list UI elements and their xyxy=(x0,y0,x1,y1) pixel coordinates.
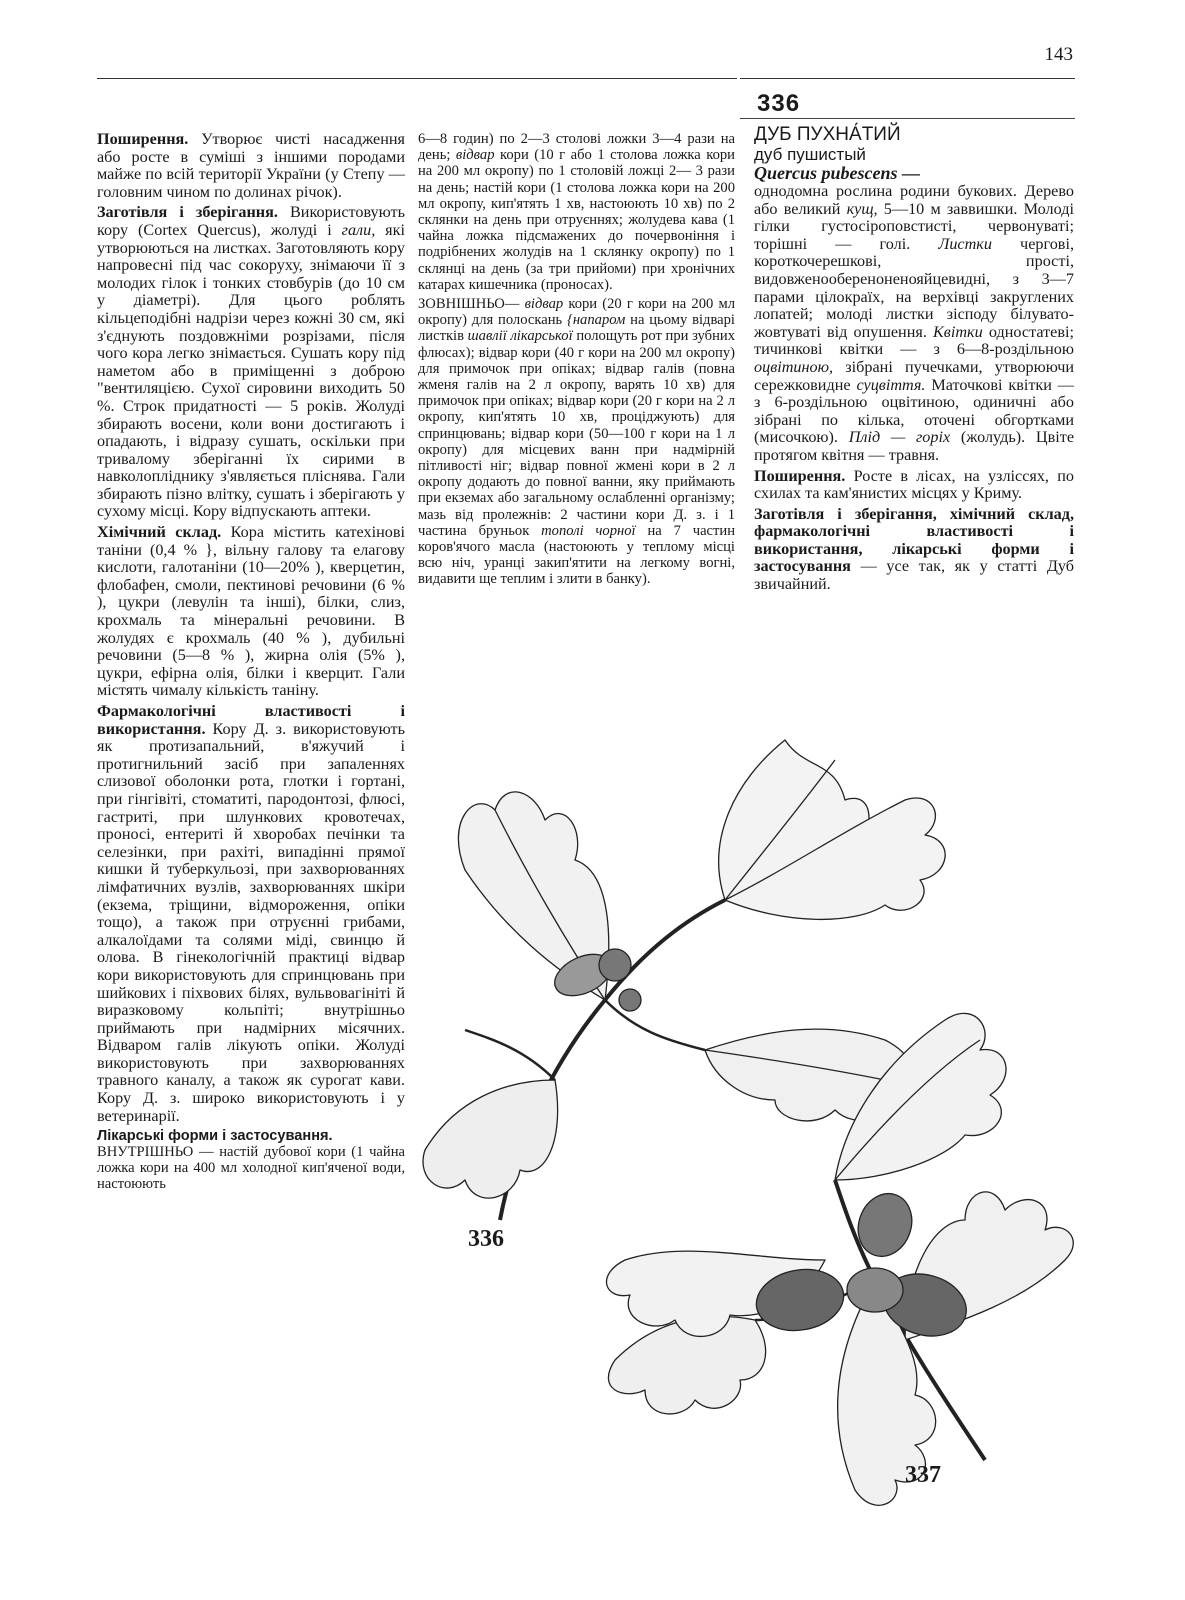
distribution-text: Утворює чисті насадження або росте в суміші з іншими породами майже по всій території України (у Степу — головним чином по долинах річок). xyxy=(97,130,405,201)
pharmacology-text: Кору Д. з. використовують як протизапальний, в'яжучий і протигнильний засіб при запаленнях слизової оболонки рота, глотки і гортані, при гінгівіті, стоматиті, пародонтозі, флюсі, гастриті, при шлункових кровотечах, проносі, ентериті й хворобах печінки та селезінки, при рахіті, випадінні прямої кишки й туберкульозі, при захворюваннях лімфатичних вузлів, захворюваннях шкіри (екзема, тріщини, відмороження, опіки тощо), а також при отруєнні грибами, алкалоїдами та солями міді, свинцю й олова. В гінекологічній практиці відвар кори використовують для спринцювань при шийкових і піхвових білях, вульвовагініті й виразковому кольпіті; внутрішньо приймають при надмірних місячних. Відваром галів лікують опіки. Жолуді використовують при захворюваннях травного каналу, а також як сурогат кави. Кору Д. з. широко використовують і у ветеринарії. xyxy=(97,719,405,1125)
italic-segment: Квітки xyxy=(933,322,983,341)
top-rule-left xyxy=(97,78,737,79)
column-left xyxy=(97,131,405,1195)
pharmacology-heading: Фармакологічні властивості і використання. xyxy=(97,702,405,738)
distribution-heading: Поширення. xyxy=(97,130,189,148)
description-paragraph xyxy=(754,183,1074,465)
text-segment: 6—8 годин) по 2—3 столові ложки 3—4 рази на день; xyxy=(418,131,735,164)
harvest-italic: гали, xyxy=(341,220,376,239)
text-segment: чергові, короткочерешкові, прості, видовженообереноненояйцевидні, з 3—7 парами цілокраїх, на верхівці закруглених лопатей; молоді листки зісподу білувато-жовтуваті від опушення. xyxy=(754,234,1074,341)
text-segment: зібрані пучечками, утворюючи сережковидне xyxy=(754,357,1074,394)
oak-branch-illustration xyxy=(405,700,1090,1570)
italic-segment: відвар xyxy=(524,296,564,313)
dosage-paragraph xyxy=(97,1128,405,1192)
dosage-heading: Лікарські форми і застосування. xyxy=(97,1128,333,1145)
italic-segment: {напаром xyxy=(566,312,626,329)
dosage-text: ВНУТРІШНЬО — настій дубової кори (1 чайна ложка кори на 400 мл холодної кип'яченої води, настоюють xyxy=(97,1144,405,1193)
internal-use-paragraph xyxy=(418,131,735,293)
distribution-paragraph-2 xyxy=(754,468,1074,503)
column-right xyxy=(754,125,1074,597)
distribution-paragraph xyxy=(97,131,405,201)
italic-segment: тополі чорної xyxy=(541,522,636,539)
cross-reference-paragraph xyxy=(754,506,1074,594)
latin-name: Quercus pubescens — xyxy=(754,163,921,183)
harvest-heading: Заготівля і зберігання. xyxy=(97,203,278,222)
italic-segment: суцвіття. xyxy=(856,375,926,394)
text-segment: Маточкові квітки — з 6-роздільною оцвітиною, одиничні або зібрані по кілька, оточені обгортками (мисочкою). xyxy=(754,375,1074,447)
harvest-text: Використовують кору (Cortex Quercus), жолуді і xyxy=(97,203,405,239)
text-segment: 5—10 м заввишки. Молоді гілки густосіроповстисті, червонуваті; торішні — голі. xyxy=(754,199,1074,253)
text-segment: на 7 частин коров'ячого масла (настоюють у теплому місці всю ніч, уранці закип'ятити на легкому вогні, видавити ще теплим і злити в банку). xyxy=(418,522,736,588)
italic-segment: оцвітиною, xyxy=(754,357,834,376)
text-segment: на цьому відварі листків xyxy=(418,312,735,345)
chemistry-paragraph xyxy=(97,524,405,700)
text-segment: кори (10 г або 1 столова ложка кори на 200 мл окропу) по 1 столовій ложці 2— 3 рази на день; настій кори (1 столова ложка кори на 200 мл окропу, кип'ятять 1 хв, настоюють 10 хв) по 2 склянки на день при отруєннях; жолудева кава (1 чайна ложка підсмажених до почервоніння і подрібнених жолудів на 1 склянку окропу) по 1 склянці на день (за три прийоми) при хронічних катарах кишечника (проносах). xyxy=(418,147,735,293)
text-segment: (жолудь). Цвіте протягом квітня — травня. xyxy=(754,428,1074,464)
top-rule-right xyxy=(740,78,1075,79)
external-use-paragraph xyxy=(418,296,735,588)
pharmacology-paragraph xyxy=(97,703,405,1125)
figure-label-336: 336 xyxy=(468,1226,504,1252)
column-middle xyxy=(418,131,735,591)
italic-segment: кущ, xyxy=(846,199,878,218)
chemistry-text: Кора містить катехінові таніни (0,4 % }, вільну галову та елагову кислоти, галотаніни (10—20% ), кверцетин, флобафен, смоли, пектинові речовини (6 % ), цукри (левулін та інші), білки, слиз, крохмаль та мінеральні речовини. В жолудях є крохмаль (40 % ), дубильні речовини (5—8 % ), жирна олія (5% ), цукри, ефірна олія, білки і кверцит. Гали містять чималу кількість таніну. xyxy=(97,523,406,700)
text-segment: кори (20 г кори на 200 мл окропу) для полоскань xyxy=(418,296,735,329)
article-number-heading: 336 xyxy=(757,90,801,117)
text-segment: одностатеві; тичинкові квітки — з 6—8-роздільною xyxy=(754,322,1074,359)
harvest-text-cont: які утворюються на листках. Заготовляють кору напровесні під час сокоруху, знімаючи її з молодих гілок і тонких стовбурів (до 10 см у діаметрі). Для цього роблять кільцеподібні надрізи через кожні 30 см, які з'єднують поздовжніми розрізами, після чого кора легко знімається. Сушать кору під наметом або в приміщенні з доброю "вентиляцією. Сухої сировини виходить 50 %. Строк придатності — 5 років. Жолуді збирають восени, коли вони достигають і опадають, і відразу сушать, оскільки при тривалому зберіганні їх сирими в навколопліднику з'являється пліснява. Гали збирають пізно влітку, сушать і зберігають у сухому місці. Кору відпускають аптеки. xyxy=(97,220,405,521)
italic-segment: Листки xyxy=(938,234,992,253)
cross-reference-heading: Заготівля і зберігання, хімічний склад, фармакологічні властивості і використання, лікарські форми і застосування xyxy=(754,504,1074,576)
page-number: 143 xyxy=(1044,44,1073,65)
distribution-heading-2: Поширення. xyxy=(754,466,846,485)
distribution-text-2: Росте в лісах, на узліссях, по схилах та кам'янистих місцях у Криму. xyxy=(754,466,1074,503)
text-segment: ЗОВНІШНЬО— xyxy=(418,296,525,313)
text-segment: полощуть рот при зубних флюсах); відвар кори (40 г кори на 200 мл окропу) для примочок при опіках; відвар галів (повна жменя галів на 2 л окропу, варять 10 хв) для примочок при опіках; відвар кори (20 г кори на 2 л окропу, кип'ятять 10 хв, проціджують) для спринцювань; відвар кори (50—100 г кори на 1 л окропу) для місцевих ванн при надмірній пітливості ніг; відвар повної жмені кори в 2 л окропу додають до повної ванни, яку приймають при екземах або загальному ослабленні організму; мазь від пролежнів: 2 частини кори Д. з. і 1 частина бруньок xyxy=(418,328,735,539)
figure-label-337: 337 xyxy=(905,1462,941,1488)
article-title: ДУБ ПУХНА́ТИЙ xyxy=(754,124,901,145)
harvest-paragraph xyxy=(97,204,405,521)
italic-segment: Плід — горіх xyxy=(848,428,951,447)
italic-segment: шавлії лікарської xyxy=(467,328,573,345)
italic-segment: відвар xyxy=(455,147,495,164)
russian-name: дуб пушистый xyxy=(754,145,866,164)
article-number-rule xyxy=(740,118,1075,119)
text-segment: однодомна рослина родини букових. Дерево або великий xyxy=(754,182,1074,218)
leaf-336-lower-left xyxy=(423,1080,558,1198)
chemistry-heading: Хімічний склад. xyxy=(97,523,222,542)
cross-reference-text: — усе так, як у статті Дуб звичайний. xyxy=(754,557,1074,594)
